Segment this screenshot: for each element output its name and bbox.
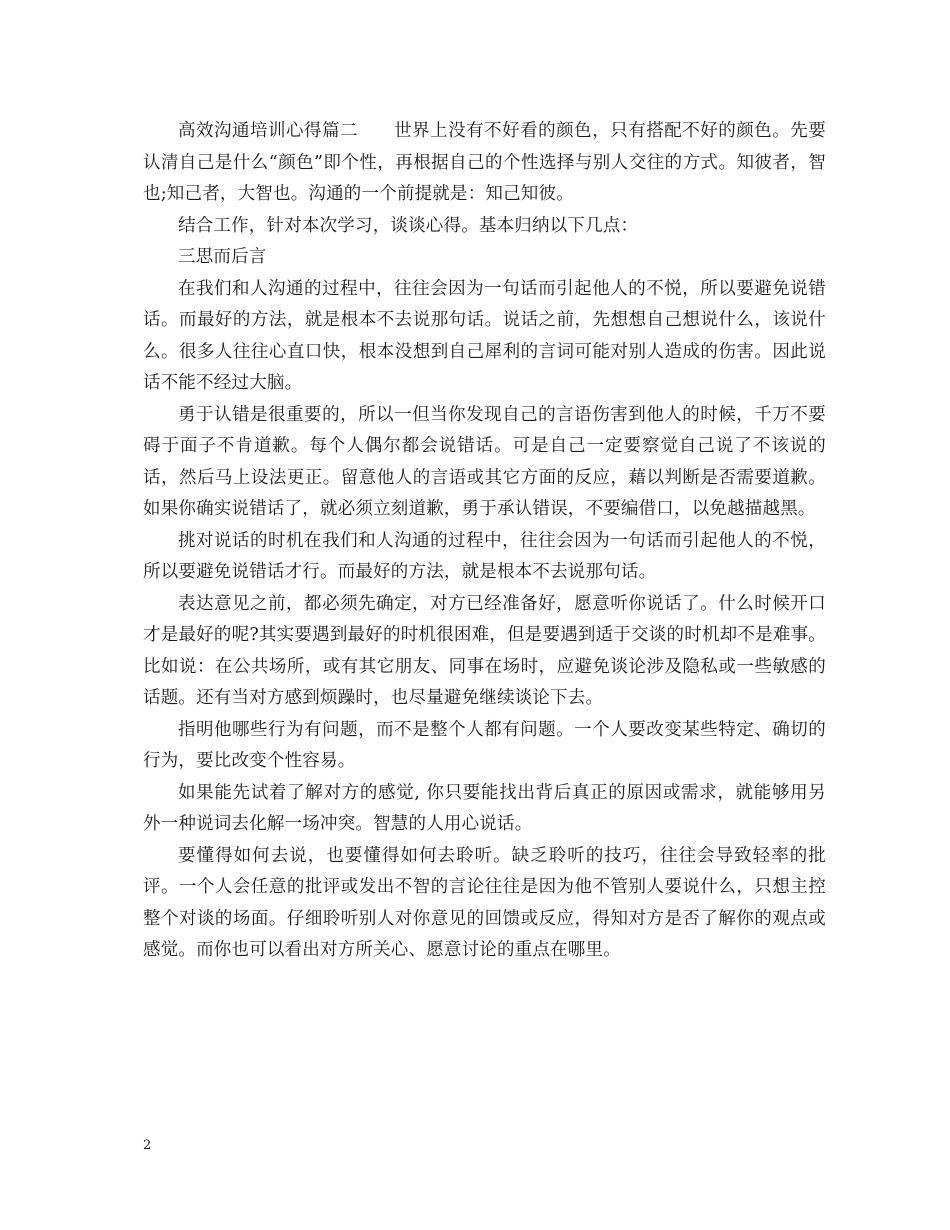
section-heading: 三思而后言 [178, 247, 267, 267]
paragraph-understand-feelings: 如果能先试着了解对方的感觉, 你只要能找出背后真正的原因或需求，就能够用另外一种说词去化解一场冲突。智慧的人用心说话。 [143, 782, 826, 834]
paragraph-think-before-speaking: 在我们和人沟通的过程中，往往会因为一句话而引起他人的不悦，所以要避免说错话。而最好的方法，就是根本不去说那句话。说话之前，先想想自己想说什么，该说什么。很多人往往心直口快，根本没想到自己犀利的言词可能对别人造成的伤害。因此说话不能不经过大脑。 [143, 278, 826, 393]
paragraph-admit-mistakes: 勇于认错是很重要的，所以一但当你发现自己的言语伤害到他人的时候，千万不要碍于面子不肯道歉。每个人偶尔都会说错话。可是自己一定要察觉自己说了不该说的话，然后马上设法更正。留意他人的言语或其它方面的反应，藉以判断是否需要道歉。如果你确实说错话了，就必须立刻道歉，勇于承认错误，不要编借口，以免越描越黑。 [143, 404, 826, 519]
paragraph-timing: 挑对说话的时机在我们和人沟通的过程中，往往会因为一句话而引起他人的不悦，所以要避免说错话才行。而最好的方法，就是根本不去说那句话。 [143, 530, 826, 582]
paragraph-listening: 要懂得如何去说，也要懂得如何去聆听。缺乏聆听的技巧，往往会导致轻率的批评。一个人会任意的批评或发出不智的言论往往是因为他不管别人要说什么，只想主控整个对谈的场面。仔细聆听别人对你意见的回馈或反应，得知对方是否了解你的观点或感觉。而你也可以看出对方所关心、愿意讨论的重点在哪里。 [143, 845, 826, 960]
paragraph-point-out-behavior: 指明他哪些行为有问题，而不是整个人都有问题。一个人要改变某些特定、确切的行为，要比改变个性容易。 [143, 719, 826, 771]
paragraph-summary: 结合工作，针对本次学习，谈谈心得。基本归纳以下几点： [178, 215, 639, 236]
paragraph-intro: 高效沟通培训心得篇二 世界上没有不好看的颜色，只有搭配不好的颜色。先要认清自己是什么“颜色”即个性，再根据自己的个性选择与别人交往的方式。知彼者，智也;知己者，大智也。沟通的一个前提就是：知己知彼。 [143, 121, 826, 204]
paragraph-express-opinion: 表达意见之前，都必须先确定，对方已经准备好，愿意听你说话了。什么时候开口才是最好的呢?其实要遇到最好的时机很困难，但是要遇到适于交谈的时机却不是难事。比如说：在公共场所，或有其它朋友、同事在场时，应避免谈论涉及隐私或一些敏感的话题。还有当对方感到烦躁时，也尽量避免继续谈论下去。 [143, 593, 826, 708]
page-number: 2 [143, 1138, 152, 1153]
document-body [143, 116, 826, 967]
